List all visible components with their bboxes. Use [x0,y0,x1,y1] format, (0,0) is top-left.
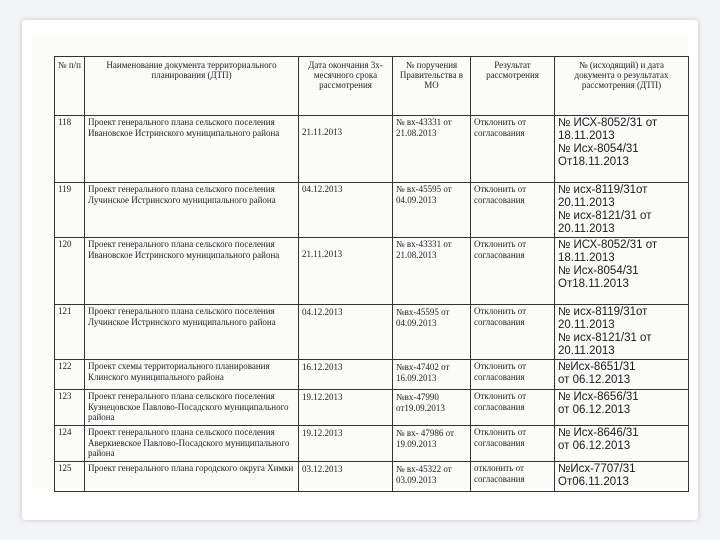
doc-ref-line: № Исх-8054/31 [558,143,639,155]
doc-ref-line: № исх-8119/31от 20.11.2013 [558,306,648,331]
doc-ref-line: № Исх-8656/31 [558,391,639,403]
row-name: Проект генерального плана сельского поселения Ивановское Истринского муниципального района [85,238,299,305]
row-order: № вх-43331 от 21.08.2013 [393,116,471,183]
table-row [55,183,689,238]
row-order: № вх- 47986 от 19.09.2013 [393,426,471,462]
row-doc-ref [555,116,689,183]
row-result: Отклонить от согласования [471,116,555,183]
row-name: Проект генерального плана сельского поселения Аверкиевское Павлово-Посадского муниципального района [85,426,299,462]
row-result: Отклонить от согласования [471,390,555,426]
doc-ref-line: От18.11.2013 [558,156,629,168]
row-name: Проект генерального плана городского округа Химки [85,462,299,492]
row-date: 03.12.2013 [299,462,393,492]
row-order: № вх-45595 от 04.09.2013 [393,183,471,238]
doc-ref-line: № исх-8121/31 от 20.11.2013 [558,210,652,235]
row-num: 120 [55,238,85,305]
row-num: 119 [55,183,85,238]
doc-ref-line: От18.11.2013 [558,278,629,290]
row-date: 19.12.2013 [299,390,393,426]
row-name: Проект генерального плана сельского поселения Лучинское Истринского муниципального района [85,183,299,238]
row-name: Проект генерального плана сельского поселения Лучинское Истринского муниципального района [85,305,299,360]
row-doc-ref [555,390,689,426]
table-row [55,238,689,305]
row-order: №вх-47402 от 16.09.2013 [393,360,471,390]
row-order: № вх-45322 от 03.09.2013 [393,462,471,492]
row-date: 21.11.2013 [299,116,393,183]
register-table [54,56,689,492]
table-row [55,462,689,492]
doc-ref-line: от 06.12.2013 [558,404,631,416]
row-date: 04.12.2013 [299,183,393,238]
table-row [55,360,689,390]
row-doc-ref [555,426,689,462]
row-order: №вх-45595 от 04.09.2013 [393,305,471,360]
slide-frame [22,20,698,520]
table-row [55,116,689,183]
row-result: отклонить от согласования [471,462,555,492]
row-date: 19.12.2013 [299,426,393,462]
doc-ref-line: № Исх-8646/31 [558,427,639,439]
row-date: 16.12.2013 [299,360,393,390]
row-num: 118 [55,116,85,183]
row-result: Отклонить от согласования [471,360,555,390]
header-result: Результат рассмотрения [471,57,555,116]
doc-ref-line: От06.11.2013 [558,476,629,488]
row-doc-ref [555,305,689,360]
doc-ref-line: № исх-8121/31 от 20.11.2013 [558,332,652,357]
row-result: Отклонить от согласования [471,183,555,238]
scanned-document [32,36,688,488]
row-doc-ref [555,238,689,305]
row-num: 123 [55,390,85,426]
row-num: 124 [55,426,85,462]
doc-ref-line: 18.11.2013 [558,252,615,264]
header-date: Дата окончания 3х-месячного срока рассмотрения [299,57,393,116]
row-name: Проект генерального плана сельского поселения Кузнецовское Павлово-Посадского муниципального района [85,390,299,426]
table-row [55,426,689,462]
row-result: Отклонить от согласования [471,238,555,305]
row-doc-ref [555,183,689,238]
row-num: 122 [55,360,85,390]
doc-ref-line: от 06.12.2013 [558,440,631,452]
row-doc-ref [555,462,689,492]
row-num: 121 [55,305,85,360]
row-name: Проект генерального плана сельского поселения Ивановское Истринского муниципального района [85,116,299,183]
row-num: 125 [55,462,85,492]
row-result: Отклонить от согласования [471,426,555,462]
doc-ref-line: №Исх-8651/31 [558,361,636,373]
doc-ref-line: 18.11.2013 [558,130,615,142]
row-doc-ref [555,360,689,390]
row-order: № вх-43331 от 21.08.2013 [393,238,471,305]
row-date: 21.11.2013 [299,238,393,305]
header-num: № п/п [55,57,85,116]
doc-ref-line: № исх-8119/31от 20.11.2013 [558,184,648,209]
row-order: №вх-47990 от19.09.2013 [393,390,471,426]
table-header-row [55,57,689,116]
doc-ref-line: №Исх-7707/31 [558,463,636,475]
row-date: 04.12.2013 [299,305,393,360]
doc-ref-line: № ИСХ-8052/31 от [558,117,658,129]
header-doc: № (исходящий) и дата документа о результатах рассмотрения (ДТП) [555,57,689,116]
header-name: Наименование документа территориального планирования (ДТП) [85,57,299,116]
table-row [55,390,689,426]
row-result: Отклонить от согласования [471,305,555,360]
doc-ref-line: № Исх-8054/31 [558,265,639,277]
row-name: Проект схемы территориального планирования Клинского муниципального района [85,360,299,390]
doc-ref-line: от 06.12.2013 [558,374,631,386]
doc-ref-line: № ИСХ-8052/31 от [558,239,658,251]
header-order: № поручения Правительства в МО [393,57,471,116]
table-row [55,305,689,360]
